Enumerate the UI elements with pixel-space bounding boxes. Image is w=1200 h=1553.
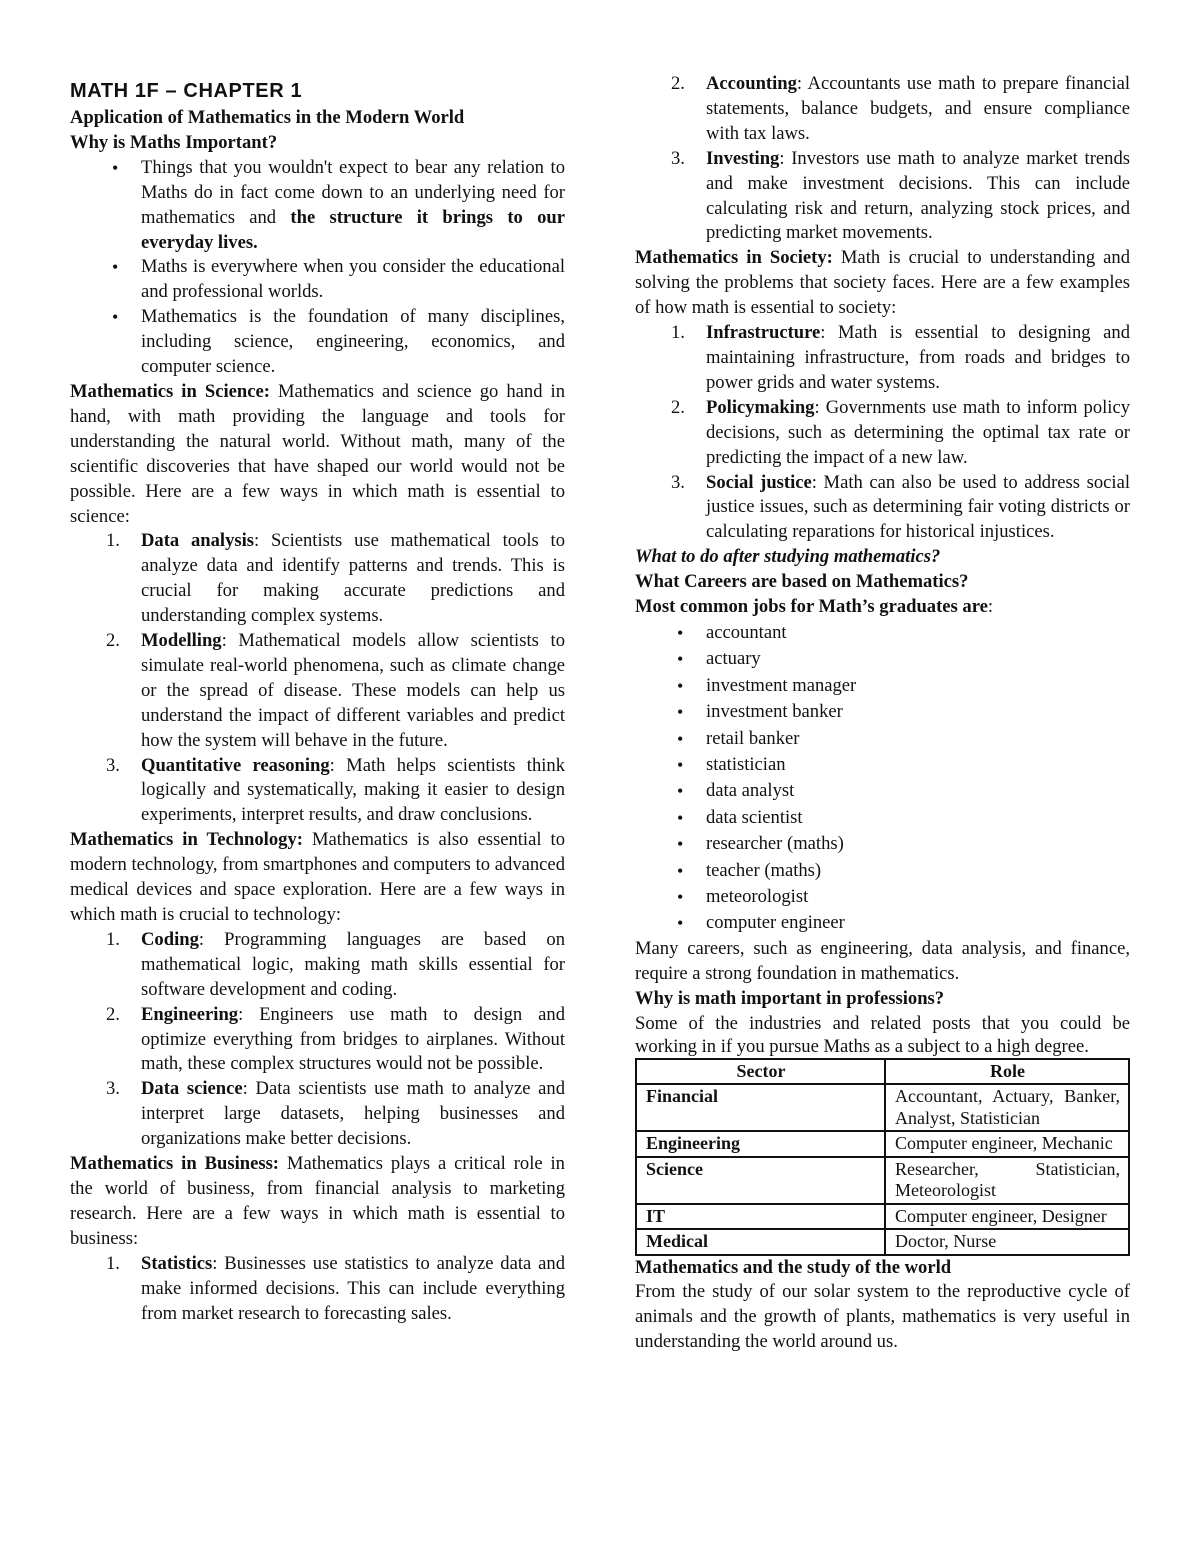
item-term: Statistics: [141, 1252, 213, 1274]
sector-cell: Medical: [636, 1229, 885, 1255]
job-item: • data scientist: [635, 805, 1130, 831]
table-row: [636, 1204, 1129, 1230]
table-row: [636, 1229, 1129, 1255]
after-studying-heading: What to do after studying mathematics?: [635, 546, 941, 568]
job-item: • retail banker: [635, 726, 1130, 752]
society-intro: Math is crucial to understanding and solving the problems that society faces. Here are a few examples of how math is essential to society:: [635, 247, 1130, 319]
why-bullet-3: [70, 305, 565, 380]
sector-cell: Financial: [636, 1084, 885, 1131]
careers-heading: What Careers are based on Mathematics?: [635, 571, 969, 593]
right-column: [635, 72, 1130, 1355]
item-number: 1.: [671, 322, 685, 344]
science-intro: Mathematics and science go hand in hand, with math providing the language and tools for understanding the natural world. Without math, many of the scientific discoveries that have shaped our world would not be possible. Here are a few ways in which math is essential to science:: [70, 380, 565, 527]
professions-heading: Why is math important in professions?: [635, 987, 945, 1009]
society-heading: Mathematics in Society:: [635, 247, 833, 269]
item-number: 1.: [106, 1252, 120, 1274]
table-row: [636, 1084, 1129, 1131]
table-header-role: Role: [885, 1059, 1129, 1085]
world-text: From the study of our solar system to the reproductive cycle of animals and the growth of plants, mathematics is very useful in understanding the world around us.: [635, 1281, 1130, 1353]
job-item: • computer engineer: [635, 910, 1130, 936]
item-term: Policymaking: [706, 396, 815, 418]
jobs-colon: :: [987, 596, 994, 618]
science-item-1: [70, 529, 565, 629]
technology-list: [70, 928, 565, 1152]
job-item: • investment manager: [635, 673, 1130, 699]
professions-intro: Some of the industries and related posts that you could be working in if you pursue Maths as a subject to a high degree.: [635, 1012, 1130, 1057]
bullet-text: Mathematics is the foundation of many disciplines, including science, engineering, economics, and computer science.: [141, 306, 565, 378]
item-text: : Governments use math to inform policy decisions, such as determining the optimal tax rate or predicting the impact of a new law.: [706, 396, 1130, 468]
item-text: : Programming languages are based on mathematical logic, making math skills essential for software development and coding.: [141, 928, 565, 1000]
technology-heading: Mathematics in Technology:: [70, 829, 303, 851]
item-text: : Data scientists use math to analyze and interpret large datasets, helping businesses and organizations make better decisions.: [141, 1078, 565, 1150]
item-text: : Scientists use mathematical tools to analyze data and identify patterns and trends. This is crucial for making accurate predictions and understanding complex systems.: [141, 530, 565, 627]
sector-cell: Engineering: [636, 1131, 885, 1157]
table-header-row: [636, 1059, 1129, 1085]
technology-item-1: [70, 928, 565, 1003]
business-paragraph: [70, 1152, 565, 1252]
bullet-bold-text: the structure it brings to our everyday lives.: [141, 206, 565, 253]
role-cell: Computer engineer, Mechanic: [885, 1131, 1129, 1157]
role-cell: Doctor, Nurse: [885, 1229, 1129, 1255]
item-term: Investing: [706, 147, 780, 169]
science-heading: Mathematics in Science:: [70, 380, 270, 402]
role-cell: Computer engineer, Designer: [885, 1204, 1129, 1230]
business-intro: Mathematics plays a critical role in the world of business, from financial analysis to marketing research. Here are a few ways in which math is essential to business:: [70, 1153, 565, 1249]
item-text: : Math can also be used to address social justice issues, such as determining fair voting districts or calculating reparations for historical injustices.: [706, 471, 1130, 543]
page-title: MATH 1F – CHAPTER 1: [70, 80, 303, 102]
jobs-heading: Most common jobs for Math’s graduates are: [635, 596, 988, 618]
why-bullet-list: [70, 156, 565, 380]
item-term: Accounting: [706, 73, 797, 94]
careers-note: Many careers, such as engineering, data analysis, and finance, require a strong foundation in mathematics.: [635, 937, 1130, 984]
society-list: [635, 321, 1130, 545]
item-number: 2.: [671, 73, 685, 94]
item-text: : Mathematical models allow scientists to simulate real-world phenomena, such as climate change or the spread of disease. These models can help us understand the impact of different variables and predict how the system will behave in the future.: [141, 630, 565, 751]
why-heading: Why is Maths Important?: [70, 131, 278, 153]
society-item-1: [635, 321, 1130, 396]
technology-paragraph: [70, 828, 565, 928]
item-number: 1.: [106, 530, 120, 552]
item-text: : Math is essential to designing and maintaining infrastructure, from roads and bridges to power grids and water systems.: [706, 322, 1130, 393]
technology-item-2: [70, 1003, 565, 1078]
business-list-part-2: [635, 72, 1130, 246]
society-item-3: [635, 471, 1130, 546]
item-number: 3.: [106, 1078, 120, 1100]
jobs-heading-line: [635, 595, 1130, 620]
job-item: • accountant: [635, 620, 1130, 646]
why-bullet-1: [70, 156, 565, 256]
why-bullet-2: [70, 255, 565, 305]
business-item-2: [635, 72, 1130, 147]
job-item: • investment banker: [635, 699, 1130, 725]
job-item: • statistician: [635, 752, 1130, 778]
item-number: 3.: [671, 471, 685, 493]
item-number: 3.: [671, 147, 685, 169]
science-item-3: [70, 754, 565, 829]
item-text: : Investors use math to analyze market trends and make investment decisions. This can include calculating risk and return, analyzing stock prices, and predicting market movements.: [706, 147, 1130, 244]
job-item: • actuary: [635, 646, 1130, 672]
society-paragraph: [635, 246, 1130, 321]
science-list: [70, 529, 565, 828]
bullet-text: Things that you wouldn't expect to bear any relation to Maths do in fact come down to an underlying need for mathematics and: [141, 156, 565, 228]
item-term: Coding: [141, 928, 199, 950]
job-item: • teacher (maths): [635, 858, 1130, 884]
item-term: Data science: [141, 1078, 243, 1100]
item-term: Data analysis: [141, 530, 255, 552]
item-term: Quantitative reasoning: [141, 754, 330, 776]
item-text: : Engineers use math to design and optimize everything from bridges to airplanes. Without math, these complex structures would not be possible.: [141, 1003, 565, 1075]
item-term: Social justice: [706, 471, 812, 493]
item-number: 2.: [106, 1003, 120, 1025]
document-subtitle: Application of Mathematics in the Modern World: [70, 107, 465, 128]
world-heading: Mathematics and the study of the world: [635, 1256, 952, 1278]
job-item: • researcher (maths): [635, 831, 1130, 857]
technology-intro: Mathematics is also essential to modern technology, from smartphones and computers to advanced medical devices and space exploration. Here are a few ways in which math is crucial to technology:: [70, 829, 565, 925]
item-number: 3.: [106, 754, 120, 776]
item-term: Infrastructure: [706, 322, 821, 344]
job-item: • data analyst: [635, 778, 1130, 804]
sector-cell: IT: [636, 1204, 885, 1230]
item-number: 2.: [106, 630, 120, 652]
science-paragraph: [70, 380, 565, 529]
item-term: Engineering: [141, 1003, 239, 1025]
sector-role-table: [635, 1058, 1130, 1256]
business-heading: Mathematics in Business:: [70, 1153, 279, 1175]
item-number: 2.: [671, 396, 685, 418]
business-item-1: [70, 1252, 565, 1327]
role-cell: Accountant, Actuary, Banker, Analyst, Statistician: [885, 1084, 1129, 1131]
job-item: • meteorologist: [635, 884, 1130, 910]
science-item-2: [70, 629, 565, 754]
society-item-2: [635, 396, 1130, 471]
item-text: : Accountants use math to prepare financial statements, balance budgets, and ensure compliance with tax laws.: [706, 73, 1130, 144]
business-list-part-1: [70, 1252, 565, 1327]
technology-item-3: [70, 1077, 565, 1152]
left-column: [70, 72, 565, 1326]
item-text: : Businesses use statistics to analyze data and make informed decisions. This can include everything from market research to forecasting sales.: [141, 1252, 565, 1324]
role-cell: Researcher, Statistician, Meteorologist: [885, 1157, 1129, 1204]
item-text: : Math helps scientists think logically and systematically, making it easier to design experiments, interpret results, and draw conclusions.: [141, 754, 565, 826]
bullet-text: Maths is everywhere when you consider the educational and professional worlds.: [141, 256, 565, 303]
jobs-list: [635, 620, 1130, 937]
business-item-3: [635, 147, 1130, 247]
table-row: [636, 1157, 1129, 1204]
item-number: 1.: [106, 928, 120, 950]
table-row: [636, 1131, 1129, 1157]
sector-cell: Science: [636, 1157, 885, 1204]
item-term: Modelling: [141, 630, 222, 652]
table-header-sector: Sector: [636, 1059, 885, 1085]
